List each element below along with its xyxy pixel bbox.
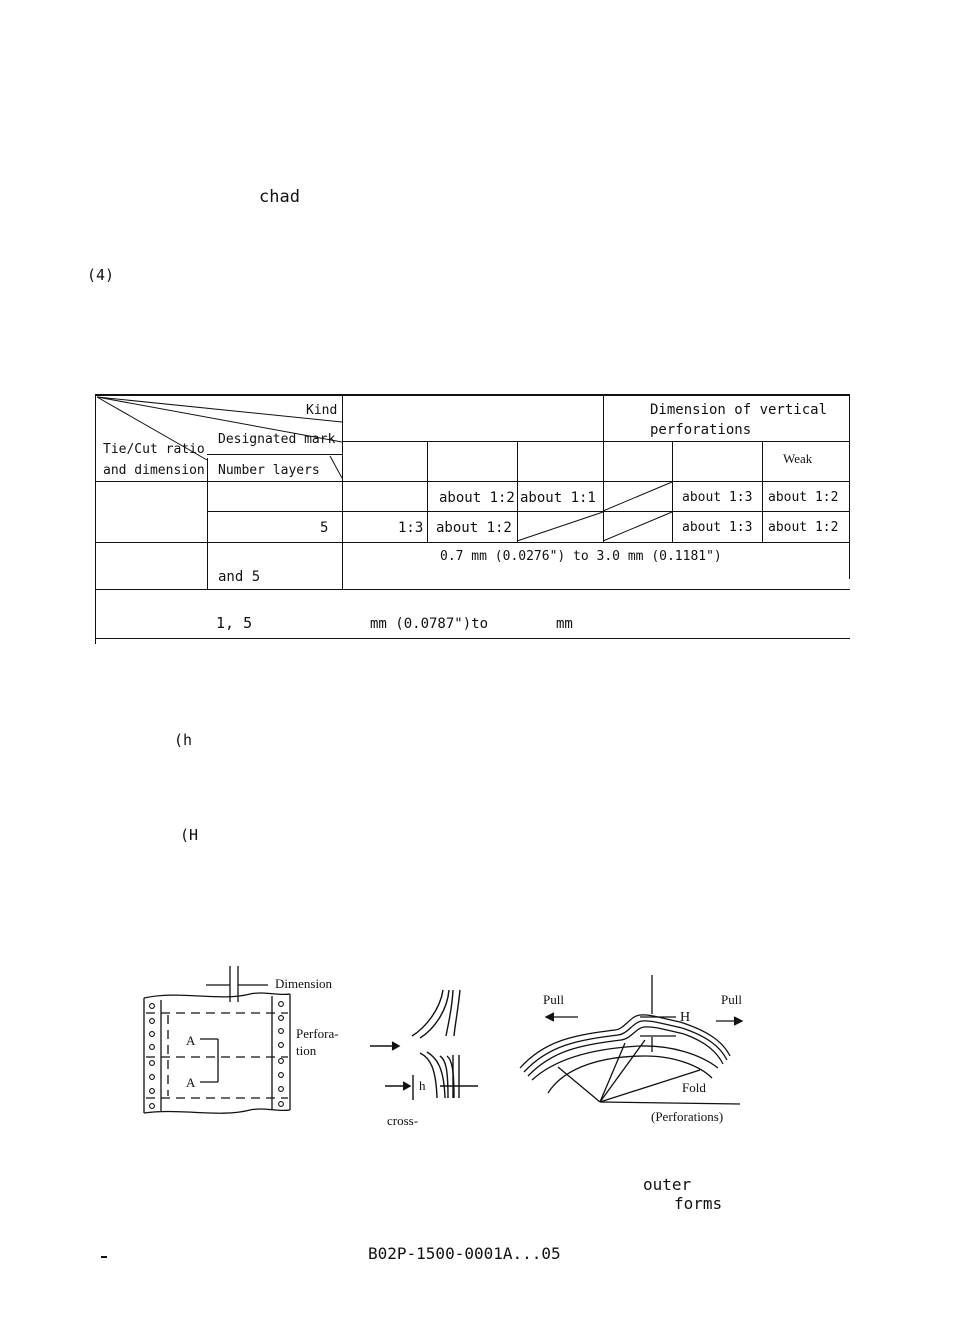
fig3-perforations-label: (Perforations) (651, 1109, 724, 1124)
row4-mm1: mm (0.0787")to (370, 616, 489, 632)
fig2-h-label: h (419, 1078, 426, 1093)
fig2-cross-label: cross- (387, 1113, 419, 1128)
header-designated-mark: Designated mark (218, 432, 336, 447)
fig3-pull-left: Pull (543, 992, 564, 1007)
fig3-H-label: H (680, 1010, 691, 1025)
footer-doc-number: B02P-1500-0001A...05 (368, 1244, 561, 1263)
sub-col-weak: Weak (783, 451, 813, 466)
footer-dash (101, 1256, 107, 1258)
chad-text: chad (259, 187, 300, 207)
row1-c6: about 1:3 (682, 490, 753, 505)
vertical-perf-header-1: Dimension of vertical (650, 402, 828, 418)
fig3-fold-label: Fold (682, 1080, 706, 1095)
header-number-layers: Number layers (218, 463, 320, 478)
vertical-perf-header-2: perforations (650, 422, 752, 438)
header-and-dimension: and dimension (103, 463, 205, 478)
row2-c7: about 1:2 (768, 520, 839, 535)
fig1-A-upper: A (186, 1033, 196, 1048)
fig1-A-lower: A (186, 1075, 196, 1090)
h-paren-text: (h (174, 731, 193, 749)
fig3-pull-right: Pull (721, 992, 742, 1007)
fig1-perforation-label-1: Perfora- (296, 1026, 339, 1041)
row4-mm2: mm (556, 616, 573, 632)
outer-text: outer (643, 1175, 692, 1194)
row3-range: 0.7 mm (0.0276") to 3.0 mm (0.1181") (440, 549, 722, 564)
row2-c3: about 1:2 (436, 520, 512, 536)
row1-c4: about 1:1 (520, 490, 596, 506)
row2-layers: 5 (320, 520, 329, 536)
row1-c7: about 1:2 (768, 490, 839, 505)
H-paren-text: (H (180, 826, 199, 844)
row1-c3: about 1:2 (439, 490, 515, 506)
forms-text: forms (674, 1194, 723, 1213)
row2-c6: about 1:3 (682, 520, 753, 535)
fig1-perforation-label-2: tion (296, 1043, 317, 1058)
header-kind: Kind (306, 403, 338, 418)
fig1-dimension-label: Dimension (275, 976, 333, 991)
row2-c2: 1:3 (398, 520, 424, 536)
header-tie-cut-ratio: Tie/Cut ratio (103, 442, 205, 457)
item-4-label: (4) (87, 266, 115, 284)
row4-layers: 1, 5 (216, 614, 253, 632)
row3-layers: and 5 (218, 569, 261, 585)
